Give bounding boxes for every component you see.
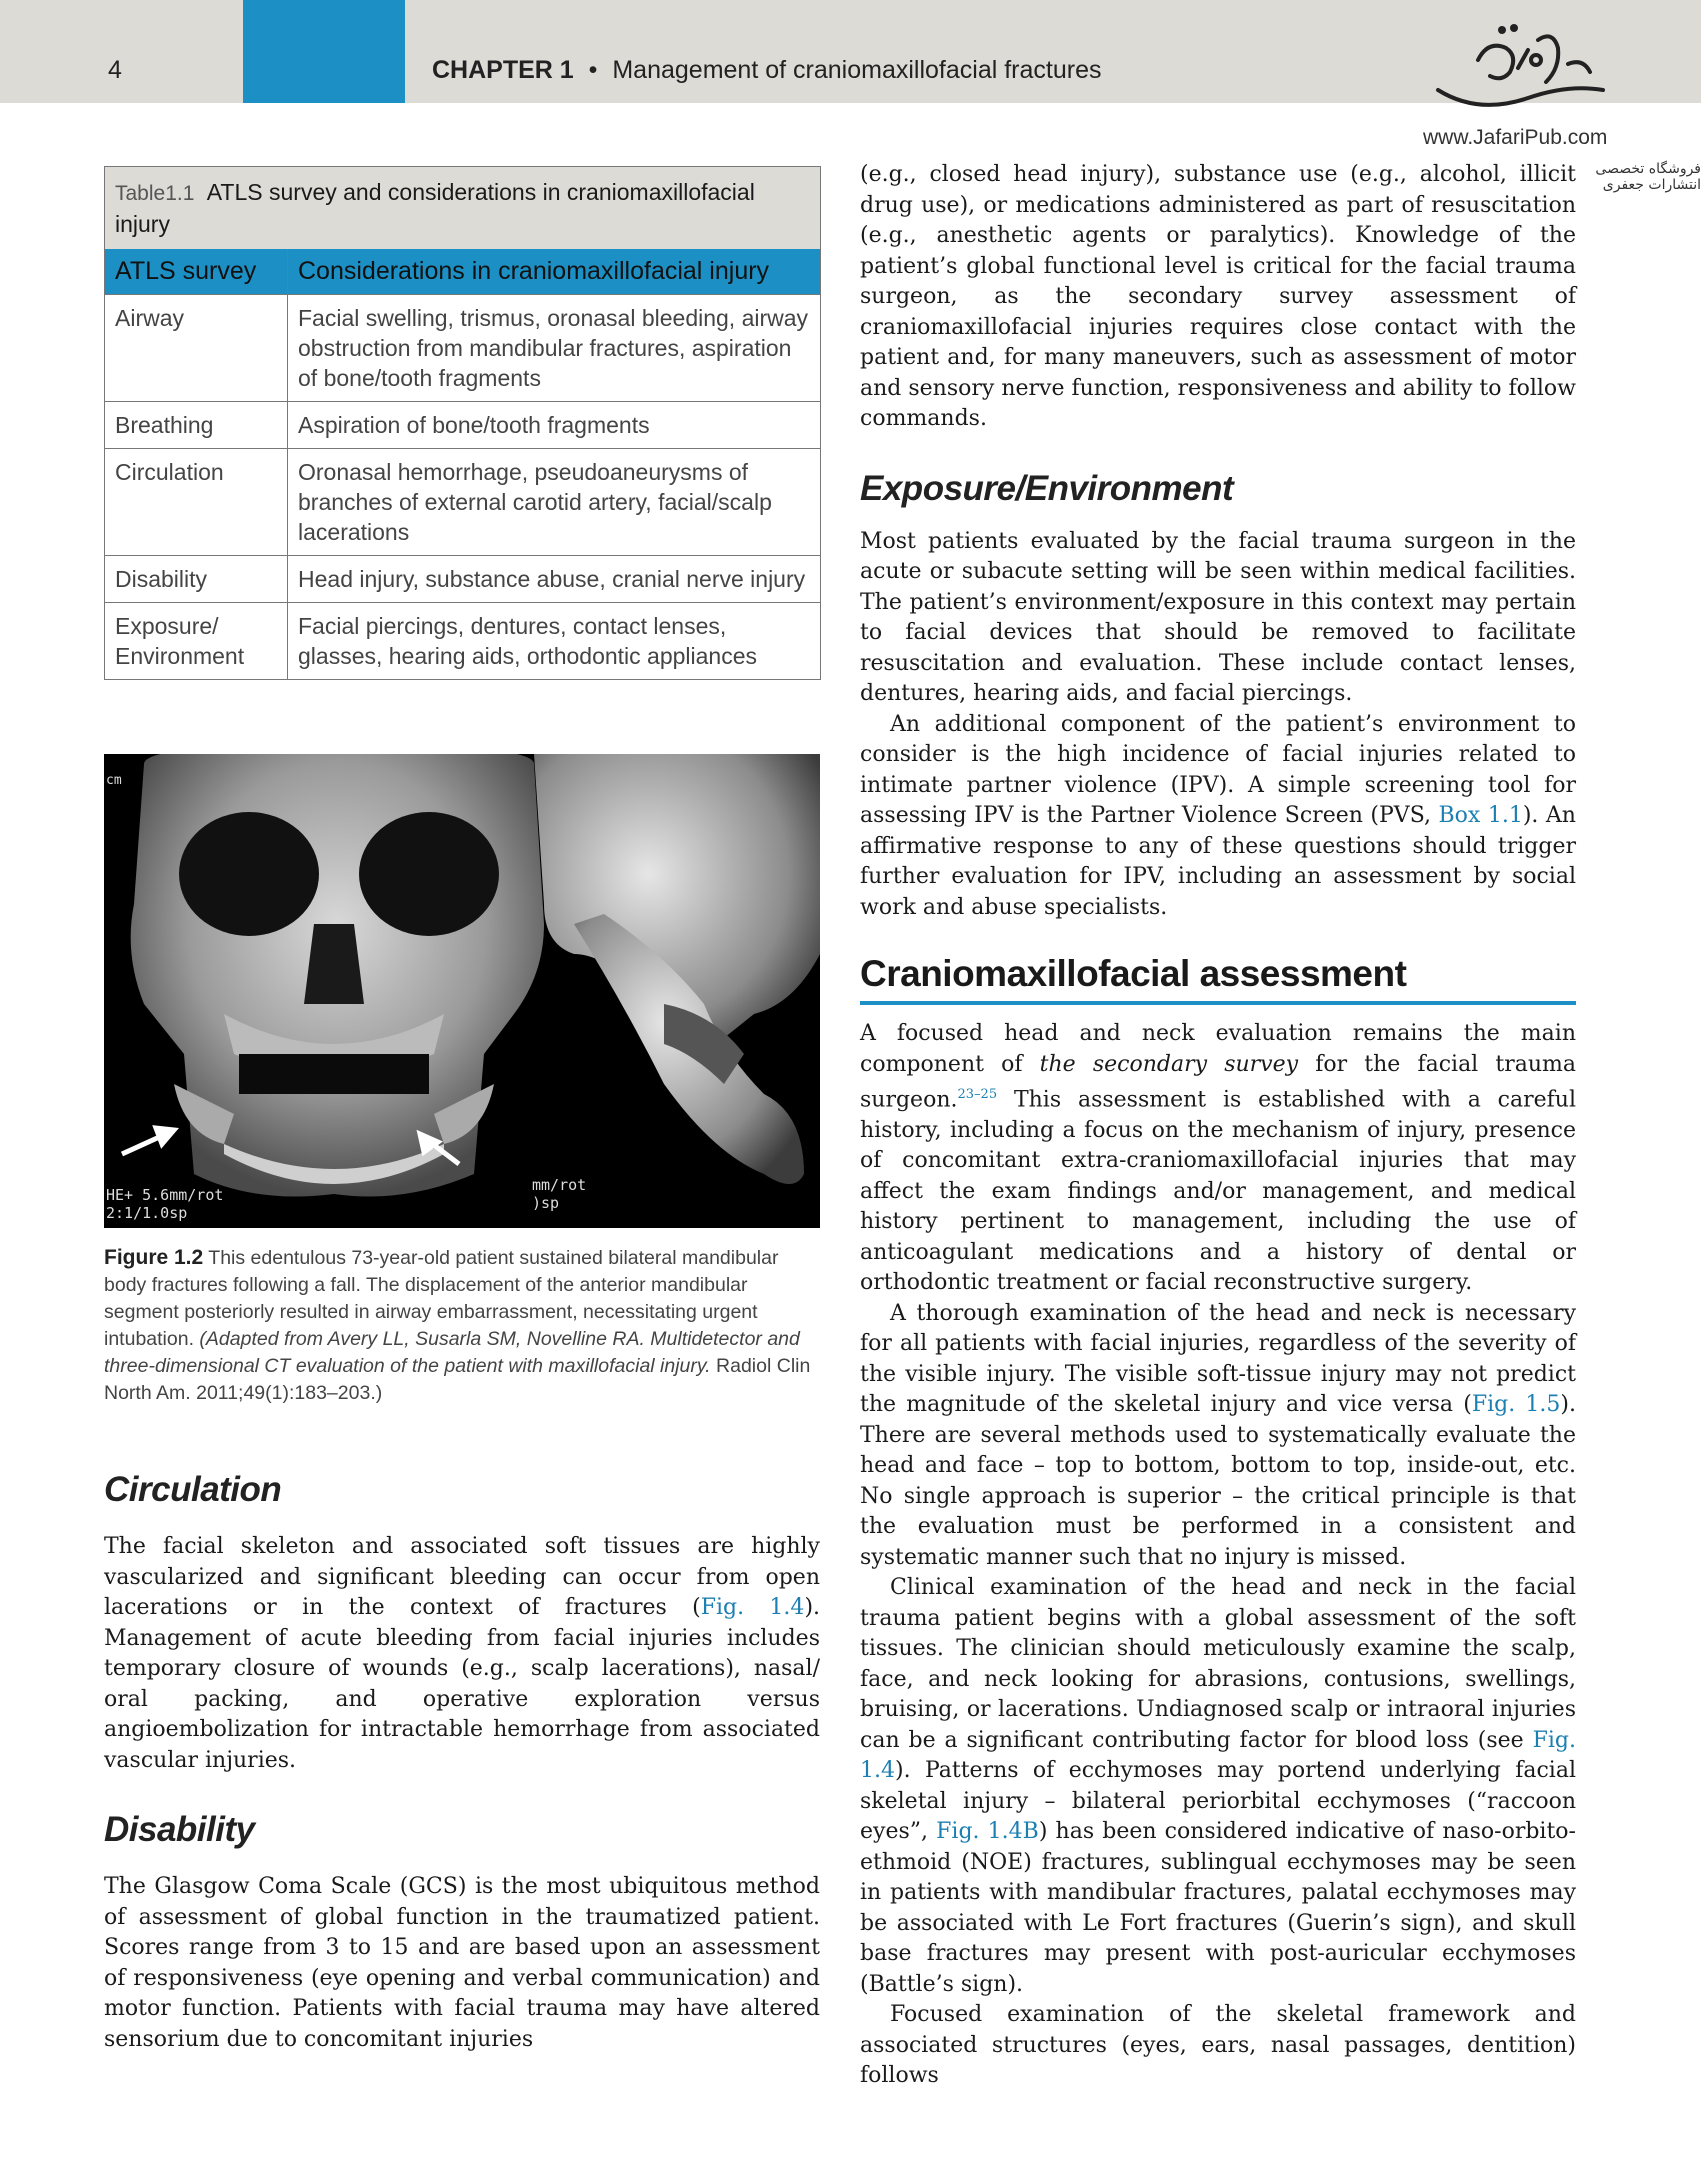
page-number: 4 <box>108 56 122 84</box>
ct-overlay-label: 2:1/1.0sp <box>106 1204 188 1222</box>
right-column <box>860 160 1576 2092</box>
text-run: ). An affirmative response to any of these questions should trigger further evaluation for IPV, including an assessment by social work and abuse specialists. <box>860 803 1576 920</box>
table-row <box>105 556 820 603</box>
text-run: A thorough examination of the head and neck is necessary for all patients with facial injuries, regardless of the severity of the visible injury. The visible soft-tissue injury may not predict the magnitude of the skeletal injury and vice versa ( <box>860 1300 1576 1418</box>
paragraph: Focused examination of the skeletal framework and associated structures (eyes, ears, nasal passages, dentition) follows <box>860 2002 1576 2089</box>
ct-overlay-label: )sp <box>532 1194 560 1212</box>
chapter-title: Management of craniomaxillofacial fractures <box>612 56 1102 84</box>
text-run: This assessment is established with a careful history, including a focus on the mechanism of injury, presence of concomitant extra-craniomaxillofacial injuries that may affect the exam findings and/or management, and medical history pertinent to management, including the use of anticoagulant medications and a history of dental or orthodontic treatment or facial reconstructive surgery. <box>860 1087 1576 1296</box>
table-title: ATLS survey and considerations in craniomaxillofacial injury <box>115 179 755 237</box>
text-run: ). Patterns of ecchymoses may portend underlying facial skeletal injury – bilateral periorbital ecchymoses (“raccoon eyes”, <box>860 1758 1576 1845</box>
table-cell: Oronasal hemorrhage, pseudoaneurysms of branches of external carotid artery, facial/scalp lacerations <box>288 449 821 556</box>
section-heading: Circulation <box>104 1470 282 1509</box>
text-run: for the facial trauma surgeon. <box>860 1051 1576 1113</box>
figure-label: Figure 1.2 <box>104 1246 204 1269</box>
table-cell: Head injury, substance abuse, cranial nerve injury <box>288 556 821 603</box>
table-cell: Aspiration of bone/tooth fragments <box>288 402 821 449</box>
ct-overlay-label: cm <box>106 773 122 788</box>
column-header: Considerations in craniomaxillofacial injury <box>288 249 821 295</box>
citation-link[interactable]: 23–25 <box>957 1087 998 1102</box>
table-number: Table1.1 <box>115 182 195 205</box>
text-run: A focused head and neck evaluation remains the main component of <box>860 1021 1576 1077</box>
atls-table <box>105 249 820 679</box>
section-heading: Craniomaxillofacial assessment <box>860 953 1407 994</box>
text-run: The facial skeleton and associated soft tissues are highly vascularized and significant bleeding can occur from open lacerations or in the context of fractures ( <box>104 1534 820 1620</box>
paragraph: (e.g., closed head injury), substance use (e.g., alcohol, illicit drug use), or medications administered as part of resuscitation (e.g., anesthetic agents or paralytics). Knowledge of the patient’s global functional level is critical for the facial trauma surgeon, as the secondary survey assessment of craniomaxillofacial injuries requires close contact with the patient and, for many maneuvers, such as assessment of motor and sensory nerve function, responsiveness and ability to follow commands. <box>860 162 1576 431</box>
emphasis: the secondary survey <box>1039 1051 1299 1077</box>
paragraph <box>860 710 1576 924</box>
table-row <box>105 603 820 680</box>
ct-overlay-label: mm/rot <box>532 1176 587 1194</box>
box-link[interactable]: Box 1.1 <box>1438 803 1523 828</box>
section-heading: Exposure/Environment <box>860 468 1234 508</box>
text-run: An additional component of the patient’s environment to consider is the high incidence of facial injuries related to intimate partner violence (IPV). A simple screening tool for assessing IPV is the Partner Violence Screen (PVS, <box>860 711 1576 828</box>
table-cell: Airway <box>105 295 288 402</box>
table-cell: Exposure/ Environment <box>105 603 288 680</box>
paragraph <box>860 1019 1576 1299</box>
section-heading: Disability <box>104 1810 255 1849</box>
watermark-text: فروشگاه تخصصی انتشارات جعفری <box>1595 161 1701 193</box>
table-cell: Disability <box>105 556 288 603</box>
figure-caption <box>104 1244 820 1407</box>
paragraph <box>860 1299 1576 1574</box>
text-run: Clinical examination of the head and neck in the facial trauma patient begins with a global assessment of the soft tissues. The clinician should meticulously examine the scalp, face, and neck looking for abrasions, contusions, swellings, bruising, or lacerations. Undiagnosed scalp or intraoral injuries can be a significant contributing factor for blood loss (see <box>860 1575 1576 1753</box>
figure-link[interactable]: Fig. 1.4B <box>936 1819 1039 1845</box>
paragraph <box>104 1532 820 1776</box>
table-row <box>105 449 820 556</box>
figure-link[interactable]: Fig. 1.4 <box>700 1595 805 1620</box>
column-header: ATLS survey <box>105 249 288 295</box>
text-run: ). Management of acute bleeding from facial injuries includes temporary closure of wounds (e.g., scalp lacerations), nasal/ oral packing, and operative exploration versus angioembolization for intractable hemorrhage from associated vascular injuries. <box>104 1595 821 1773</box>
paragraph <box>860 1573 1576 2000</box>
figure-credit: (Adapted from Avery LL, Susarla SM, Novelline RA. Multidetector and three-dimensional CT evaluation of the patient with maxillofacial injury. <box>104 1328 800 1377</box>
paragraph: Most patients evaluated by the facial trauma surgeon in the acute or subacute setting will be seen within medical facilities. The patient’s environment/exposure in this context may pertain to facial devices that should be removed to facilitate resuscitation and evaluation. These include contact lenses, dentures, hearing aids, and facial piercings. <box>860 528 1576 706</box>
table-row <box>105 295 820 402</box>
heading-rule <box>860 1001 1576 1005</box>
header-bullet: • <box>588 56 598 84</box>
ct-overlay-label: HE+ 5.6mm/rot <box>106 1186 224 1204</box>
figure-caption-text: This edentulous 73-year-old patient sustained bilateral mandibular body fractures following a fall. The displacement of the anterior mandibular segment posteriorly resulted in airway embarrassment, necessitating urgent intubation. <box>104 1247 779 1350</box>
table-row <box>105 402 820 449</box>
ct-skull-illustration <box>104 754 820 1228</box>
table-cell: Facial swelling, trismus, oronasal bleeding, airway obstruction from mandibular fractures, aspiration of bone/tooth fragments <box>288 295 821 402</box>
section-circulation <box>104 1470 820 1776</box>
running-head <box>432 56 1101 85</box>
table-atls <box>104 166 821 680</box>
text-run: ) has been considered indicative of naso-orbito-ethmoid (NOE) fractures, sublingual ecchymoses may be seen in patients with mandibular fractures, palatal ecchymoses may be associated with Le Fort fractures (Guerin’s sign), and skull base fractures may present with post-auricular ecchymoses (Battle’s sign). <box>860 1819 1576 1997</box>
watermark-url: www.JafariPub.com <box>1423 126 1608 149</box>
chapter-label: CHAPTER 1 <box>432 56 574 84</box>
section-disability <box>104 1810 820 2055</box>
header-accent-block <box>243 0 405 103</box>
table-caption <box>105 167 820 249</box>
table-cell: Facial piercings, dentures, contact lenses, glasses, hearing aids, orthodontic appliances <box>288 603 821 680</box>
text-run: ). There are several methods used to systematically evaluate the head and face – top to bottom, bottom to top, inside-out, etc. No single approach is superior – the critical principle is that the evaluation must be performed in a consistent and systematic manner such that no injury is missed. <box>860 1392 1576 1570</box>
figure-link[interactable]: Fig. 1.5 <box>1471 1392 1561 1418</box>
ct-figure-image <box>104 754 820 1228</box>
paragraph: The Glasgow Coma Scale (GCS) is the most ubiquitous method of assessment of global function in the traumatized patient. Scores range from 3 to 15 and are based upon an assessment of responsiveness (eye opening and verbal communication) and motor function. Patients with facial trauma may have altered sensorium due to concomitant injuries <box>104 1874 820 2052</box>
table-cell: Circulation <box>105 449 288 556</box>
figure-link[interactable]: Fig. 1.4 <box>860 1727 1576 1784</box>
table-cell: Breathing <box>105 402 288 449</box>
figure-credit-journal: Radiol Clin North Am. 2011;49(1):183–203.) <box>104 1355 811 1404</box>
